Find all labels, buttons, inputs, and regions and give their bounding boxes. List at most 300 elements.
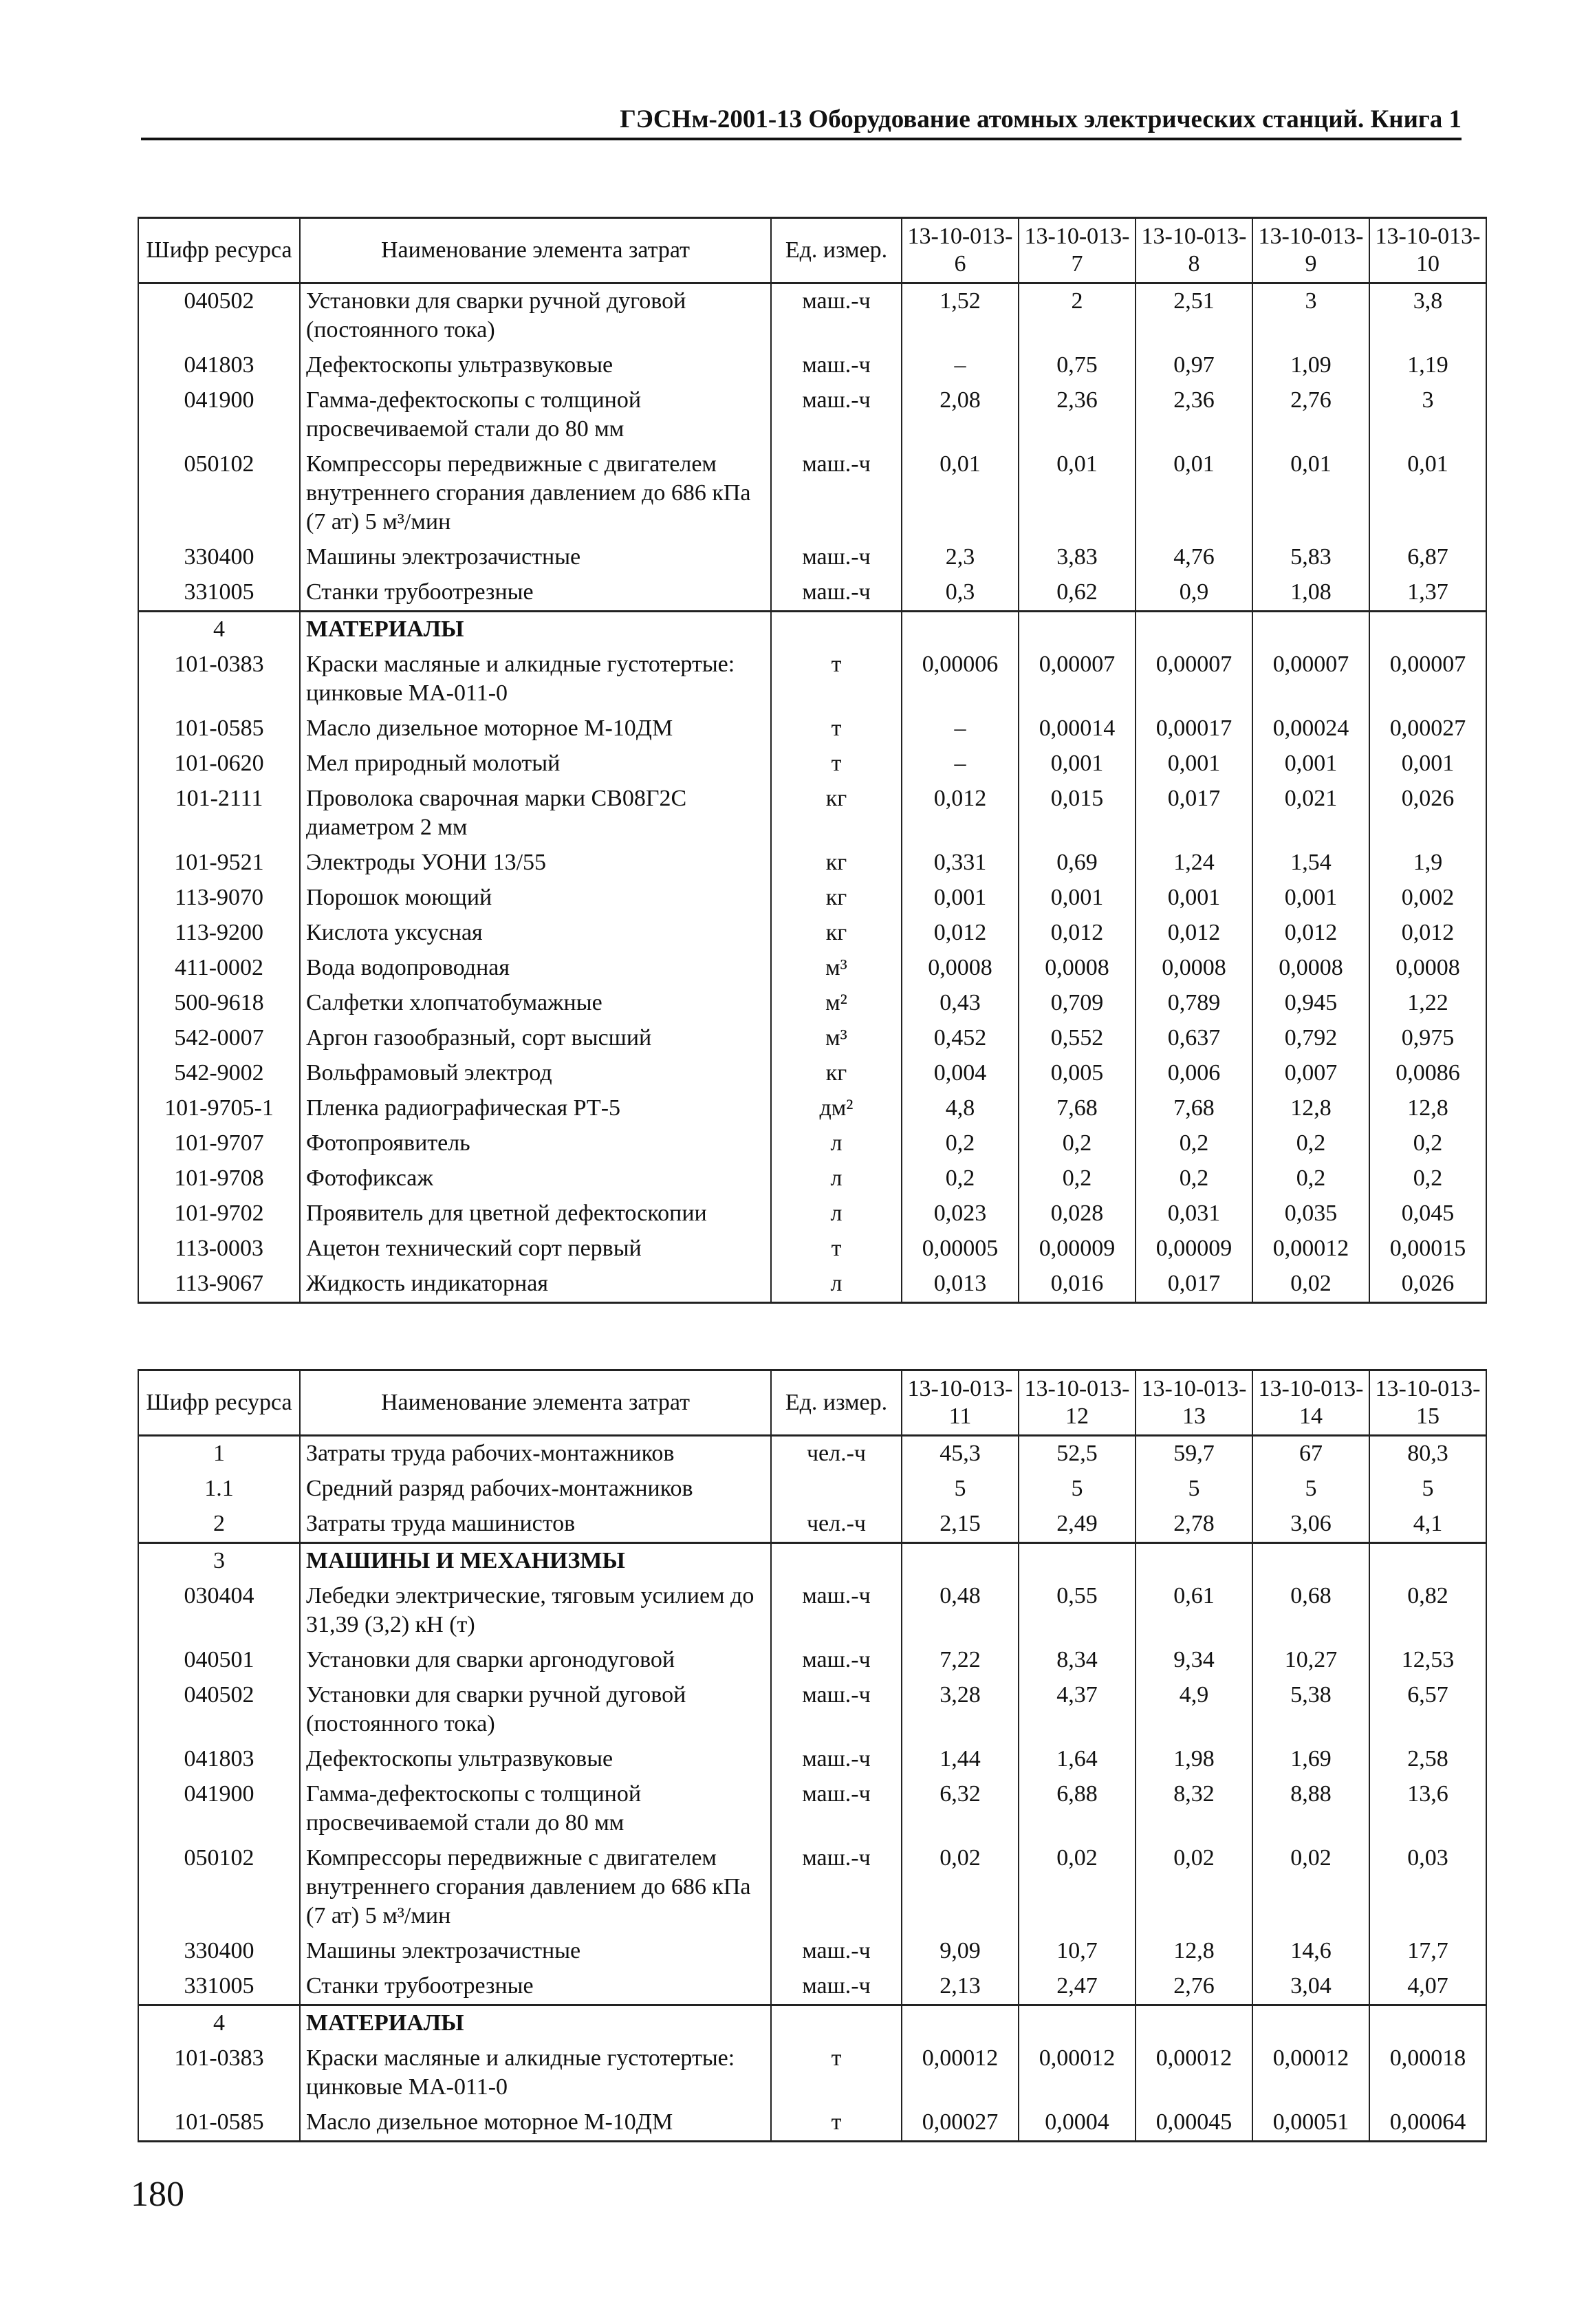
unit-cell [771,1472,902,1507]
resource-code-cell: 4 [138,612,300,648]
column-header-norm: 13-10-013-13 [1136,1370,1252,1436]
norm-value-cell: 0,55 [1019,1579,1136,1643]
norm-value-cell: 0,789 [1136,986,1252,1021]
cost-element-name-cell: Фотофиксаж [300,1161,771,1196]
table-row [138,540,1486,575]
norm-value-cell: 0,97 [1136,348,1252,383]
norm-value-cell: 0,00027 [902,2105,1019,2142]
norm-value-cell [902,2005,1019,2042]
norm-value-cell: 0,031 [1136,1196,1252,1231]
norm-value-cell: 2,76 [1252,383,1369,447]
unit-cell: маш.-ч [771,1678,902,1742]
norm-value-cell: 0,001 [1136,746,1252,782]
norm-value-cell: 0,2 [1136,1126,1252,1161]
cost-element-name-cell: Порошок моющий [300,881,771,916]
table-row [138,881,1486,916]
cost-element-name-cell: Фотопроявитель [300,1126,771,1161]
norm-value-cell: 2,58 [1369,1742,1486,1777]
resource-code-cell: 331005 [138,1969,300,2005]
cost-element-name-cell: Средний разряд рабочих-монтажников [300,1472,771,1507]
table-row [138,1507,1486,1543]
table-row [138,1231,1486,1267]
norm-value-cell: 0,00005 [902,1231,1019,1267]
unit-cell: кг [771,881,902,916]
norm-value-cell: 2,78 [1136,1507,1252,1543]
norm-value-cell: 0,01 [1019,447,1136,540]
norm-value-cell: 10,7 [1019,1934,1136,1969]
column-header-name: Наименование элемента затрат [300,218,771,283]
norm-value-cell: 1,08 [1252,575,1369,612]
cost-element-name-cell: Компрессоры передвижные с двигателем внутреннего сгорания давлением до 686 кПа (7 ат) 5 м³/мин [300,447,771,540]
unit-cell: маш.-ч [771,1777,902,1841]
norm-value-cell: 0,02 [1252,1267,1369,1303]
norm-value-cell: 2,13 [902,1969,1019,2005]
norm-value-cell: 0,001 [1369,746,1486,782]
norm-value-cell: 0,00017 [1136,711,1252,746]
norm-value-cell: 0,00014 [1019,711,1136,746]
norm-value-cell: 4,1 [1369,1507,1486,1543]
cost-element-name-cell: Вода водопроводная [300,951,771,986]
column-header-norm: 13-10-013-8 [1136,218,1252,283]
resource-code-cell: 101-0585 [138,711,300,746]
norm-value-cell: 0,03 [1369,1841,1486,1934]
cost-element-name-cell: Краски масляные и алкидные густотертые: цинковые МА-011-0 [300,647,771,711]
norm-value-cell: 0,026 [1369,782,1486,846]
column-header-unit: Ед. измер. [771,1370,902,1436]
norm-value-cell: 52,5 [1019,1436,1136,1472]
table-row [138,1436,1486,1472]
norm-value-cell: 0,0008 [1019,951,1136,986]
norm-value-cell [1136,1543,1252,1580]
table-row [138,1056,1486,1091]
resource-code-cell: 113-0003 [138,1231,300,1267]
resource-code-cell: 1.1 [138,1472,300,1507]
norm-value-cell [1019,1543,1136,1580]
norm-value-cell: 2,15 [902,1507,1019,1543]
unit-cell: маш.-ч [771,1643,902,1678]
norm-value-cell [1252,2005,1369,2042]
norm-value-cell [1369,612,1486,648]
norm-value-cell: 0,023 [902,1196,1019,1231]
table-row [138,383,1486,447]
norm-value-cell: 0,00007 [1019,647,1136,711]
resource-code-cell: 041900 [138,383,300,447]
unit-cell: т [771,2041,902,2105]
norm-value-cell: 0,015 [1019,782,1136,846]
resource-code-cell: 542-0007 [138,1021,300,1056]
unit-cell: маш.-ч [771,348,902,383]
norm-value-cell: 67 [1252,1436,1369,1472]
norm-value-cell [1252,1543,1369,1580]
norm-value-cell: 0,016 [1019,1267,1136,1303]
norm-value-cell [1369,2005,1486,2042]
norm-value-cell: 0,0008 [1252,951,1369,986]
cost-element-name-cell: Жидкость индикаторная [300,1267,771,1303]
table-row [138,1196,1486,1231]
norm-value-cell: 0,007 [1252,1056,1369,1091]
norm-value-cell: 0,2 [1019,1161,1136,1196]
norm-value-cell [1019,612,1136,648]
unit-cell: м³ [771,951,902,986]
norm-value-cell: 8,34 [1019,1643,1136,1678]
unit-cell: кг [771,916,902,951]
norm-value-cell: 0,3 [902,575,1019,612]
unit-cell: т [771,711,902,746]
norm-value-cell: 5,83 [1252,540,1369,575]
norm-value-cell: 0,0004 [1019,2105,1136,2142]
resource-code-cell: 113-9200 [138,916,300,951]
running-header [141,103,1462,140]
norm-value-cell: 0,2 [1252,1126,1369,1161]
norm-value-cell: 0,021 [1252,782,1369,846]
norm-value-cell: 2,51 [1136,283,1252,349]
norm-value-cell: 0,62 [1019,575,1136,612]
norm-value-cell: 1,22 [1369,986,1486,1021]
cost-element-name-cell: Проявитель для цветной дефектоскопии [300,1196,771,1231]
unit-cell: маш.-ч [771,447,902,540]
norm-value-cell: 0,48 [902,1579,1019,1643]
resource-code-cell: 101-9708 [138,1161,300,1196]
norm-value-cell: 7,68 [1136,1091,1252,1126]
table-row [138,1021,1486,1056]
norm-value-cell: 17,7 [1369,1934,1486,1969]
column-header-norm: 13-10-013-7 [1019,218,1136,283]
column-header-norm: 13-10-013-6 [902,218,1019,283]
column-header-code: Шифр ресурса [138,218,300,283]
norm-value-cell: 14,6 [1252,1934,1369,1969]
table-row [138,986,1486,1021]
unit-cell: л [771,1196,902,1231]
norm-value-cell: 4,76 [1136,540,1252,575]
resource-code-cell: 050102 [138,447,300,540]
unit-cell: кг [771,1056,902,1091]
norm-value-cell: 4,07 [1369,1969,1486,2005]
norm-value-cell: 0,00045 [1136,2105,1252,2142]
resource-code-cell: 101-9521 [138,846,300,881]
norm-value-cell: 59,7 [1136,1436,1252,1472]
table-row [138,1678,1486,1742]
norm-value-cell [1252,612,1369,648]
cost-element-name-cell: Электроды УОНИ 13/55 [300,846,771,881]
norm-value-cell: 2,08 [902,383,1019,447]
norm-value-cell [1019,2005,1136,2042]
norm-value-cell: 0,035 [1252,1196,1369,1231]
norm-value-cell: 0,001 [902,881,1019,916]
norm-value-cell: 12,8 [1252,1091,1369,1126]
unit-cell: м² [771,986,902,1021]
norm-value-cell: 0,975 [1369,1021,1486,1056]
table-row [138,283,1486,349]
norm-value-cell: 0,69 [1019,846,1136,881]
norm-value-cell: 4,37 [1019,1678,1136,1742]
table-row [138,1579,1486,1643]
cost-element-name-cell: Машины электрозачистные [300,1934,771,1969]
norm-value-cell: 1,52 [902,283,1019,349]
resource-code-cell: 101-0620 [138,746,300,782]
cost-element-name-cell: Аргон газообразный, сорт высший [300,1021,771,1056]
norm-value-cell: 0,02 [1136,1841,1252,1934]
norm-value-cell: 6,88 [1019,1777,1136,1841]
norm-value-cell: 0,012 [1252,916,1369,951]
norm-value-cell: 1,44 [902,1742,1019,1777]
cost-element-name-cell: Установки для сварки ручной дуговой (постоянного тока) [300,283,771,349]
table-body [138,283,1486,1303]
norm-value-cell: 5 [1019,1472,1136,1507]
norm-value-cell: 3 [1252,283,1369,349]
resource-code-cell: 030404 [138,1579,300,1643]
resource-code-cell: 113-9070 [138,881,300,916]
cost-element-name-cell: Ацетон технический сорт первый [300,1231,771,1267]
resource-code-cell: 330400 [138,540,300,575]
norm-value-cell: 1,98 [1136,1742,1252,1777]
norm-value-cell: 1,37 [1369,575,1486,612]
cost-element-name-cell: Кислота уксусная [300,916,771,951]
resource-code-cell: 2 [138,1507,300,1543]
resource-code-cell: 1 [138,1436,300,1472]
norm-value-cell: – [902,711,1019,746]
norm-value-cell: 0,82 [1369,1579,1486,1643]
norm-value-cell: 6,57 [1369,1678,1486,1742]
norm-value-cell: 7,68 [1019,1091,1136,1126]
column-header-name: Наименование элемента затрат [300,1370,771,1436]
column-header-norm: 13-10-013-15 [1369,1370,1486,1436]
table-row [138,711,1486,746]
table-row [138,951,1486,986]
unit-cell: т [771,746,902,782]
table-row [138,916,1486,951]
norm-value-cell: 0,43 [902,986,1019,1021]
unit-cell: м³ [771,1021,902,1056]
norm-value-cell: 0,02 [902,1841,1019,1934]
norm-value-cell: 0,637 [1136,1021,1252,1056]
norm-value-cell: 0,01 [1252,447,1369,540]
norm-value-cell: 4,9 [1136,1678,1252,1742]
unit-cell [771,2005,902,2042]
norm-value-cell: 0,00024 [1252,711,1369,746]
norm-value-cell: 12,8 [1136,1934,1252,1969]
column-header-code: Шифр ресурса [138,1370,300,1436]
norm-value-cell: 0,709 [1019,986,1136,1021]
table-row [138,1841,1486,1934]
norm-value-cell: 8,88 [1252,1777,1369,1841]
norm-value-cell: 8,32 [1136,1777,1252,1841]
resource-code-cell: 331005 [138,575,300,612]
norm-value-cell: 3,83 [1019,540,1136,575]
norm-value-cell: 3 [1369,383,1486,447]
column-header-norm: 13-10-013-11 [902,1370,1019,1436]
cost-element-name-cell: Гамма-дефектоскопы с толщиной просвечиваемой стали до 80 мм [300,383,771,447]
unit-cell: маш.-ч [771,383,902,447]
cost-element-name-cell: МАТЕРИАЛЫ [300,612,771,648]
resource-code-cell: 101-9707 [138,1126,300,1161]
resource-code-cell: 101-0585 [138,2105,300,2142]
cost-element-name-cell: Станки трубоотрезные [300,1969,771,2005]
unit-cell [771,612,902,648]
resource-code-cell: 4 [138,2005,300,2042]
norm-value-cell: 3,06 [1252,1507,1369,1543]
norm-value-cell: 3,04 [1252,1969,1369,2005]
norm-value-cell: 5 [1136,1472,1252,1507]
cost-element-name-cell: Масло дизельное моторное М-10ДМ [300,2105,771,2142]
resource-code-cell: 101-2111 [138,782,300,846]
unit-cell: т [771,647,902,711]
norm-value-cell: 0,013 [902,1267,1019,1303]
norm-value-cell: 80,3 [1369,1436,1486,1472]
unit-cell: маш.-ч [771,1742,902,1777]
norm-value-cell: 4,8 [902,1091,1019,1126]
norm-value-cell: 1,54 [1252,846,1369,881]
resource-code-cell: 113-9067 [138,1267,300,1303]
norm-value-cell: 7,22 [902,1643,1019,1678]
norm-value-cell: 0,00012 [1019,2041,1136,2105]
norm-value-cell: 2,3 [902,540,1019,575]
norm-value-cell: 0,012 [902,916,1019,951]
norm-value-cell: 0,2 [1136,1161,1252,1196]
norm-value-cell: 2,76 [1136,1969,1252,2005]
norm-value-cell: 0,012 [902,782,1019,846]
norm-value-cell: 5 [1369,1472,1486,1507]
norm-value-cell: 0,00012 [902,2041,1019,2105]
resource-code-cell: 101-9705-1 [138,1091,300,1126]
cost-element-name-cell: Краски масляные и алкидные густотертые: цинковые МА-011-0 [300,2041,771,2105]
norm-value-cell: 0,00007 [1136,647,1252,711]
norm-value-cell: 1,69 [1252,1742,1369,1777]
norm-value-cell: 12,8 [1369,1091,1486,1126]
table-header-row [138,218,1486,283]
unit-cell: дм² [771,1091,902,1126]
table-header-row [138,1370,1486,1436]
norm-value-cell: 1,9 [1369,846,1486,881]
norm-value-cell: 3,8 [1369,283,1486,349]
unit-cell: кг [771,782,902,846]
norm-value-cell [1369,1543,1486,1580]
unit-cell: маш.-ч [771,1934,902,1969]
cost-element-name-cell: МАШИНЫ И МЕХАНИЗМЫ [300,1543,771,1580]
table-body [138,1436,1486,2142]
cost-element-name-cell: Установки для сварки аргонодуговой [300,1643,771,1678]
norm-value-cell: 0,02 [1019,1841,1136,1934]
unit-cell: чел.-ч [771,1436,902,1472]
norm-value-cell: 0,68 [1252,1579,1369,1643]
norm-value-cell: 0,005 [1019,1056,1136,1091]
table-row [138,1742,1486,1777]
unit-cell: маш.-ч [771,1969,902,2005]
cost-element-name-cell: Дефектоскопы ультразвуковые [300,1742,771,1777]
norm-value-cell: 0,00012 [1252,1231,1369,1267]
norm-value-cell: 0,0008 [1136,951,1252,986]
cost-element-name-cell: Масло дизельное моторное М-10ДМ [300,711,771,746]
unit-cell [771,1543,902,1580]
norm-value-cell: 10,27 [1252,1643,1369,1678]
cost-element-name-cell: МАТЕРИАЛЫ [300,2005,771,2042]
page-header-title: ГЭСНм-2001-13 Оборудование атомных электрических станций. Книга 1 [620,105,1462,133]
unit-cell: л [771,1161,902,1196]
norm-value-cell: 3,28 [902,1678,1019,1742]
norm-value-cell: 0,0008 [902,951,1019,986]
cost-element-name-cell: Компрессоры передвижные с двигателем внутреннего сгорания давлением до 686 кПа (7 ат) 5 м³/мин [300,1841,771,1934]
norm-value-cell [1136,2005,1252,2042]
norm-value-cell: 0,00027 [1369,711,1486,746]
resource-code-cell: 041803 [138,1742,300,1777]
table-row [138,2041,1486,2105]
norm-value-cell: 0,0008 [1369,951,1486,986]
cost-element-name-cell: Затраты труда машинистов [300,1507,771,1543]
resource-code-cell: 101-9702 [138,1196,300,1231]
norm-value-cell: – [902,348,1019,383]
norm-value-cell: 1,19 [1369,348,1486,383]
norm-value-cell: 0,00007 [1369,647,1486,711]
table-row [138,782,1486,846]
section-header-row [138,612,1486,648]
resource-code-cell: 101-0383 [138,647,300,711]
norm-value-cell: 0,02 [1252,1841,1369,1934]
cost-element-name-cell: Пленка радиографическая РТ-5 [300,1091,771,1126]
norm-value-cell: 5 [902,1472,1019,1507]
resource-code-cell: 542-9002 [138,1056,300,1091]
norm-value-cell: 0,028 [1019,1196,1136,1231]
cost-element-name-cell: Салфетки хлопчатобумажные [300,986,771,1021]
norm-value-cell: 0,2 [1369,1161,1486,1196]
norm-value-cell: 2,36 [1019,383,1136,447]
table-row [138,1643,1486,1678]
resource-code-cell: 411-0002 [138,951,300,986]
table-row [138,1969,1486,2005]
column-header-norm: 13-10-013-10 [1369,218,1486,283]
column-header-unit: Ед. измер. [771,218,902,283]
unit-cell: маш.-ч [771,1579,902,1643]
cost-element-name-cell: Машины электрозачистные [300,540,771,575]
norm-value-cell: 13,6 [1369,1777,1486,1841]
norm-value-cell: 1,64 [1019,1742,1136,1777]
resource-code-cell: 040501 [138,1643,300,1678]
norm-value-cell: – [902,746,1019,782]
norm-value-cell: 2,36 [1136,383,1252,447]
table-row [138,1777,1486,1841]
norm-value-cell: 2 [1019,283,1136,349]
norm-value-cell: 0,945 [1252,986,1369,1021]
norm-value-cell: 0,012 [1136,916,1252,951]
norm-value-cell: 0,2 [902,1161,1019,1196]
norm-value-cell: 0,00012 [1252,2041,1369,2105]
unit-cell: маш.-ч [771,540,902,575]
norm-value-cell: 0,01 [1136,447,1252,540]
cost-element-name-cell: Лебедки электрические, тяговым усилием до 31,39 (3,2) кН (т) [300,1579,771,1643]
norm-value-cell: 0,00015 [1369,1231,1486,1267]
resource-code-cell: 040502 [138,283,300,349]
norm-value-cell: 0,001 [1019,746,1136,782]
norm-value-cell: 0,012 [1019,916,1136,951]
table-row [138,575,1486,612]
norm-value-cell [902,1543,1019,1580]
norm-value-cell: 45,3 [902,1436,1019,1472]
norm-value-cell: 0,00006 [902,647,1019,711]
norm-value-cell: 0,00064 [1369,2105,1486,2142]
section-header-row [138,1543,1486,1580]
unit-cell: т [771,1231,902,1267]
norm-value-cell: 0,00007 [1252,647,1369,711]
resource-code-cell: 101-0383 [138,2041,300,2105]
table-row [138,1267,1486,1303]
norm-value-cell: 0,00012 [1136,2041,1252,2105]
unit-cell: маш.-ч [771,575,902,612]
table-row [138,1091,1486,1126]
norm-value-cell: 0,552 [1019,1021,1136,1056]
norm-value-cell: 9,34 [1136,1643,1252,1678]
norm-value-cell: 0,017 [1136,782,1252,846]
table-row [138,1934,1486,1969]
norm-value-cell: 0,026 [1369,1267,1486,1303]
norm-value-cell: 2,47 [1019,1969,1136,2005]
